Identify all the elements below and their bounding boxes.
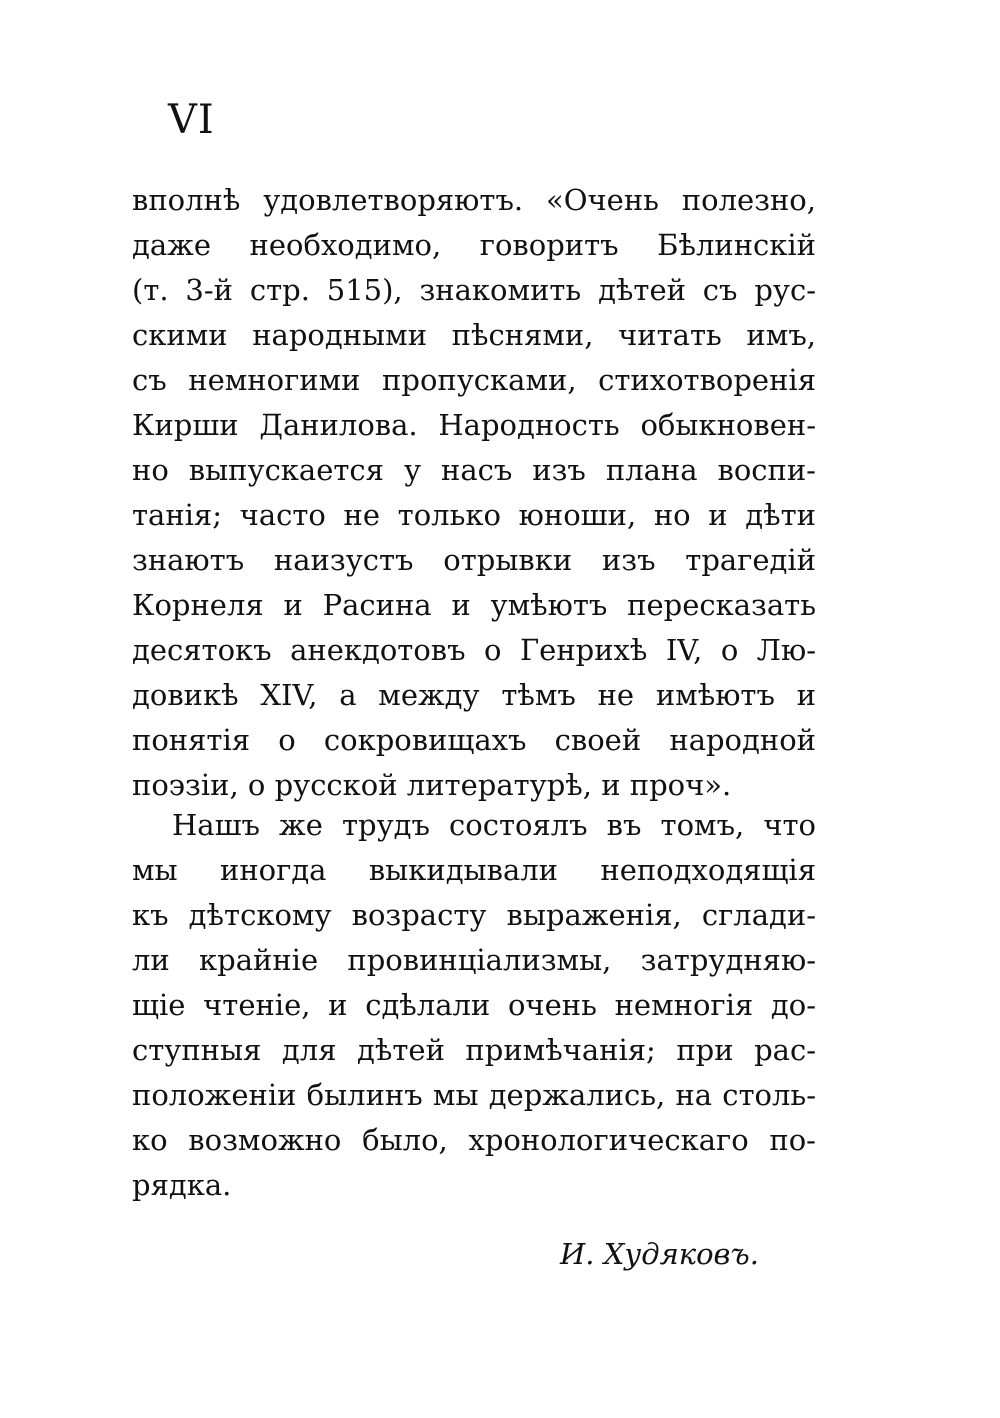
text-line: десятокъ анекдотовъ о Генрихѣ IV, о Лю- [132,633,816,667]
text-line: скими народными пѣснями, читать имъ, [132,318,816,352]
text-line: къ дѣтскому возрасту выраженія, сглади- [132,898,816,932]
text-line: понятія о сокровищахъ своей народной [132,723,816,757]
page-number: VI [168,97,215,143]
text-line: щіе чтеніе, и сдѣлали очень немногія до- [132,988,816,1022]
text-line: положеніи былинъ мы держались, на столь- [132,1078,816,1112]
text-line: даже необходимо, говоритъ Бѣлинскій [132,228,816,262]
text-line: рядка. [132,1168,232,1202]
text-line: Кирши Данилова. Народность обыкновен- [132,408,816,442]
text-line: (т. 3-й стр. 515), знакомить дѣтей съ рус- [132,273,816,307]
text-line: мы иногда выкидывали неподходящія [132,853,816,887]
text-line: довикѣ XIV, а между тѣмъ не имѣютъ и [132,678,816,712]
text-line: съ немногими пропусками, стихотворенія [132,363,816,397]
text-line: знаютъ наизустъ отрывки изъ трагедій [132,543,816,577]
text-line: поэзіи, о русской литературѣ, и проч». [132,768,732,802]
text-line: вполнѣ удовлетворяютъ. «Очень полезно, [132,183,816,217]
text-line: танія; часто не только юноши, но и дѣти [132,498,816,532]
text-line: Нашъ же трудъ состоялъ въ томъ, что [172,808,816,842]
paragraph-2 [132,803,816,1208]
text-line: ли крайніе провинціализмы, затрудняю- [132,943,816,977]
author-signature: И. Худяковъ. [560,1237,759,1271]
text-line: Корнеля и Расина и умѣютъ пересказать [132,588,816,622]
text-line: ко возможно было, хронологическаго по- [132,1123,816,1157]
paragraph-1 [132,178,816,808]
text-line: но выпускается у насъ изъ плана воспи- [132,453,816,487]
text-line: ступныя для дѣтей примѣчанія; при рас- [132,1033,816,1067]
